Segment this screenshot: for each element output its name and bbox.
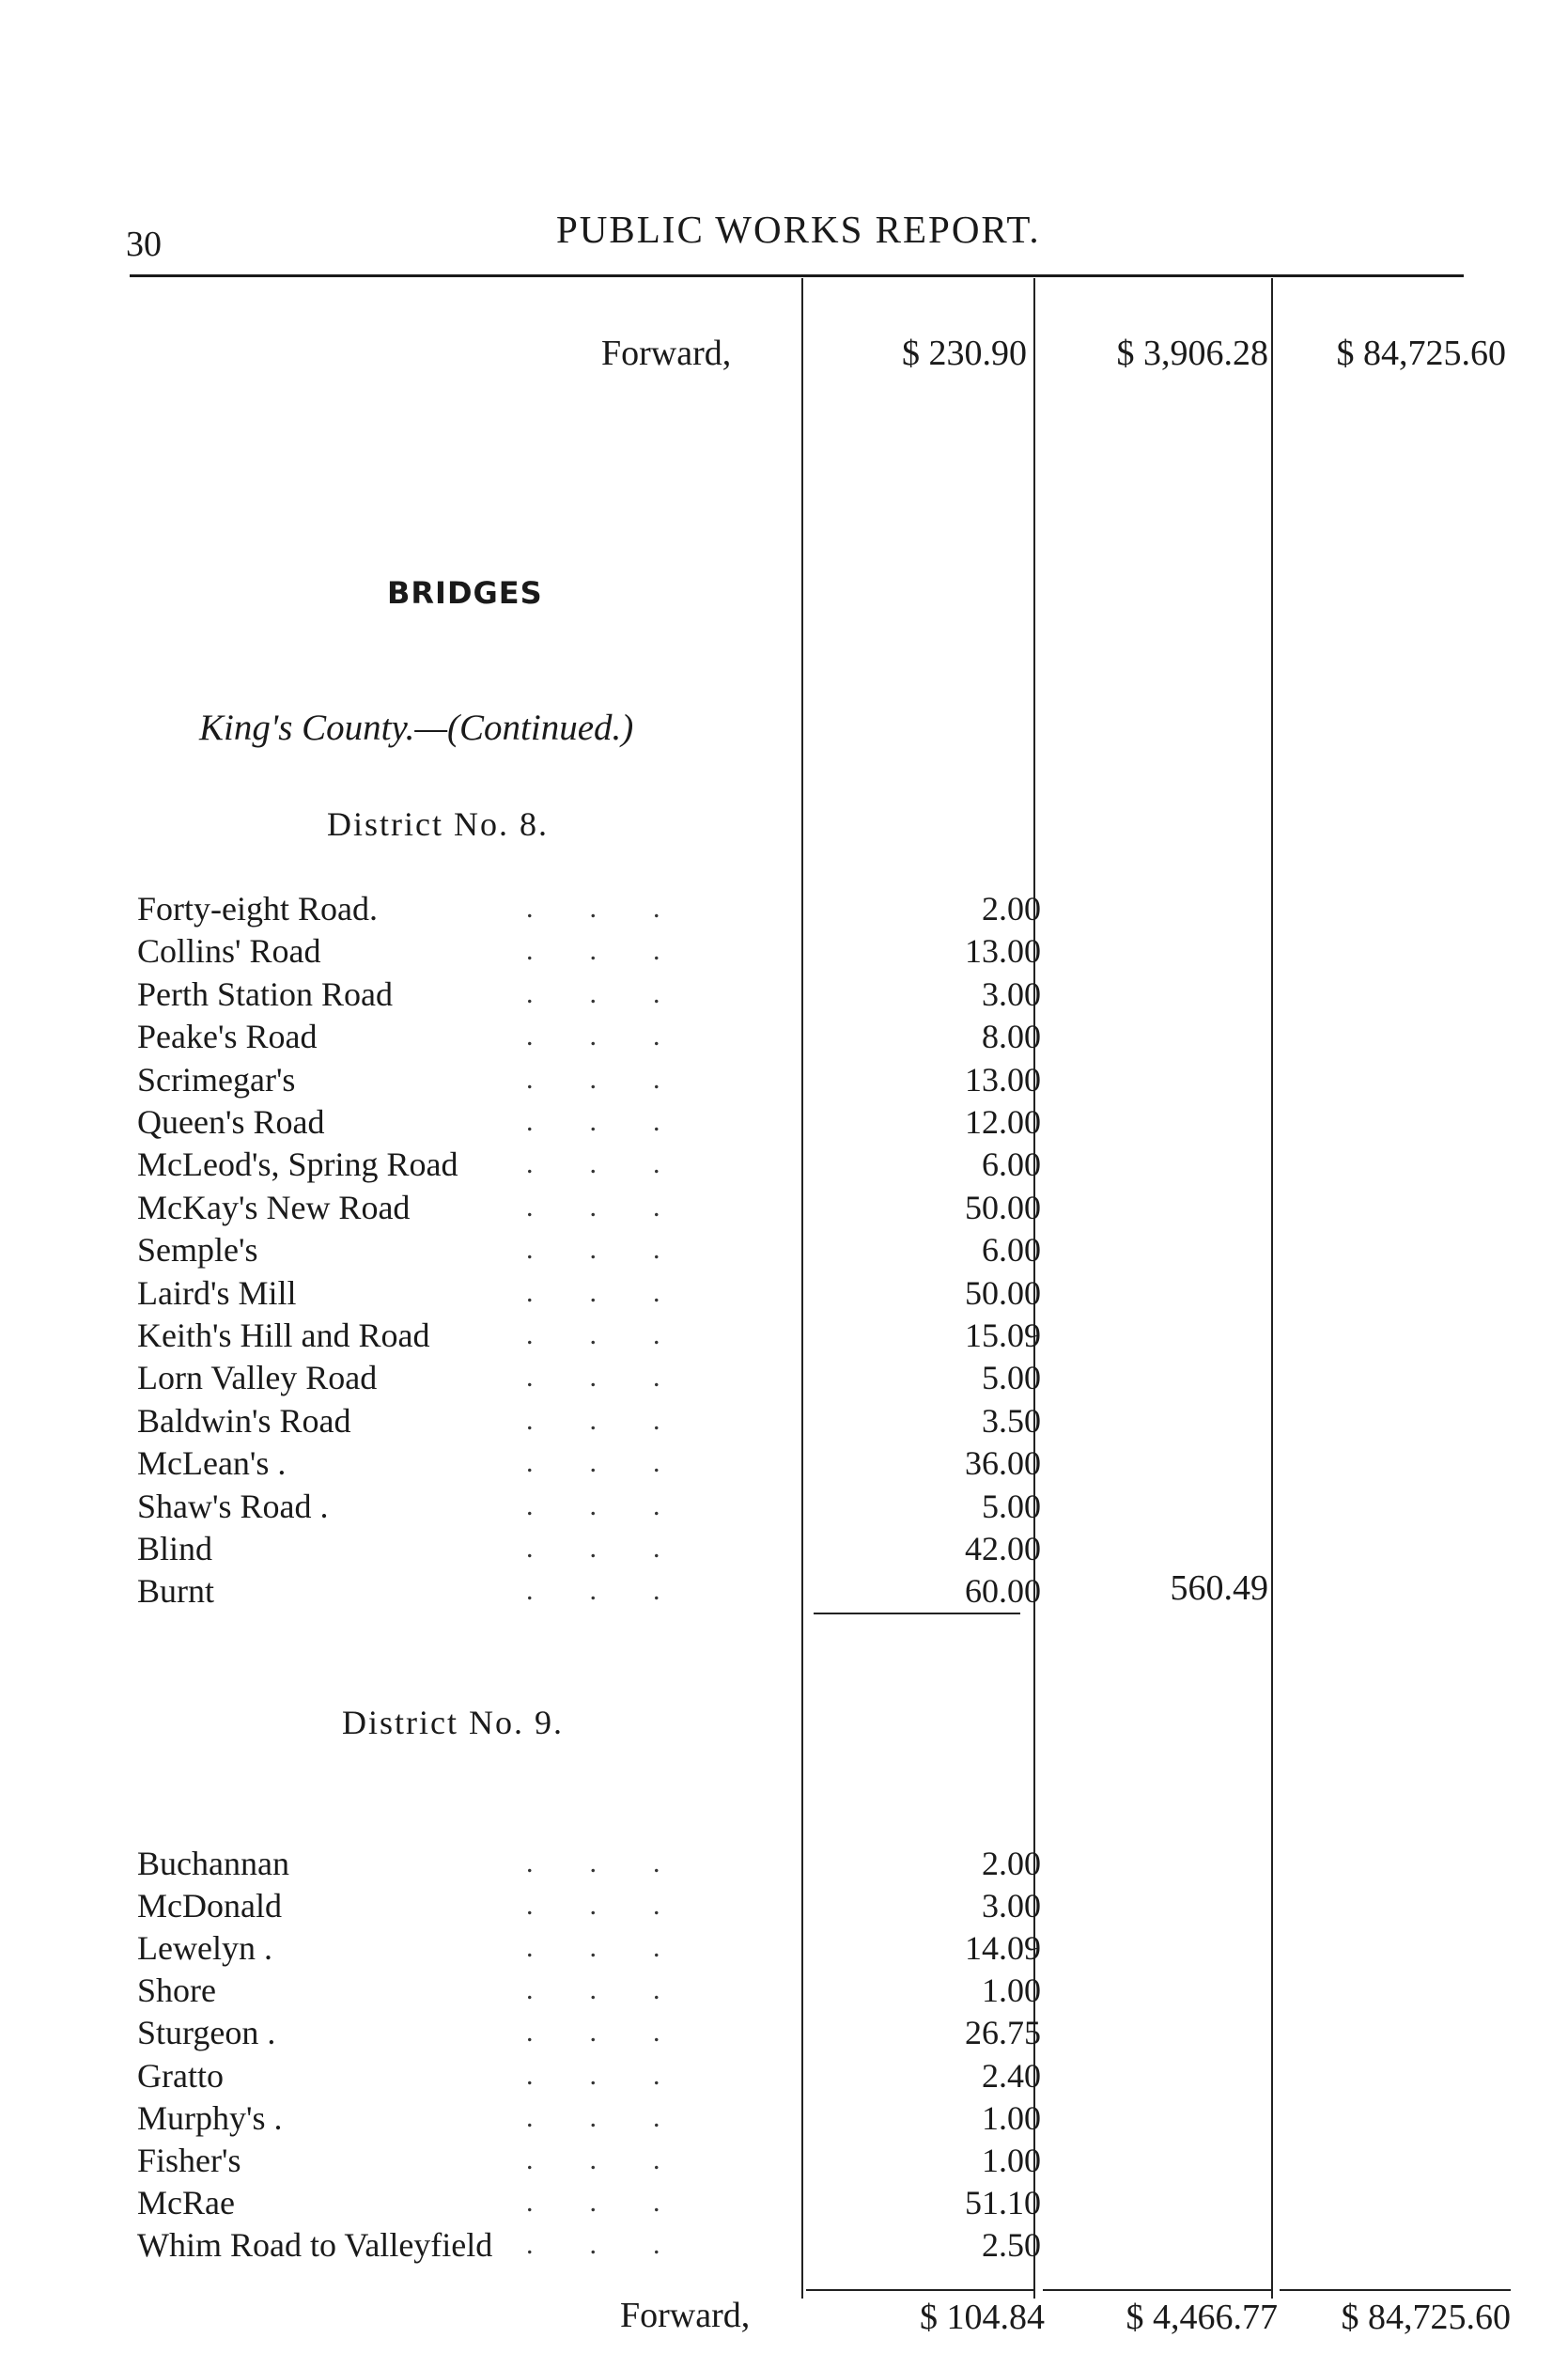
leader-dots: . . . [526, 1191, 660, 1223]
leader-dots: . . . [526, 2228, 660, 2260]
column-rule-1 [801, 278, 803, 2299]
district-8-total: 560.49 [1170, 1568, 1268, 1608]
entry-amount: 6.00 [982, 1146, 1041, 1184]
entry-amount: 13.00 [965, 1060, 1041, 1099]
entry-name: McLean's . [137, 1444, 287, 1483]
entry-amount: 15.09 [965, 1317, 1041, 1354]
entry-name: Burnt [137, 1572, 215, 1611]
district-9-heading: District No. 9. [342, 1704, 564, 1741]
entry-amount: 14.09 [965, 1929, 1041, 1968]
district-8-heading: District No. 8. [327, 805, 549, 843]
entry-amount: 6.00 [982, 1231, 1041, 1270]
entry-name: Sturgeon . [137, 2014, 276, 2052]
forward-bottom-col2: $ 4,466.77 [1126, 2298, 1278, 2337]
entry-amount: 5.00 [982, 1487, 1041, 1525]
entry-name: McRae [137, 2183, 235, 2221]
entry-name: Blind [137, 1530, 213, 1567]
section-title: BRIDGES [387, 575, 543, 611]
entry-name: Scrimegar's [137, 1060, 296, 1099]
leader-dots: . . . [526, 1234, 660, 1266]
leader-dots: . . . [526, 1575, 660, 1607]
bottom-sum-rule-3 [1280, 2289, 1511, 2291]
leader-dots: . . . [526, 1319, 660, 1350]
entry-amount: 2.40 [982, 2056, 1041, 2095]
page-number: 30 [126, 225, 162, 264]
leader-dots: . . . [526, 1148, 660, 1180]
leader-dots: . . . [526, 935, 660, 967]
entry-name: Perth Station Road [137, 974, 393, 1013]
entry-name: McLeod's, Spring Road [137, 1146, 458, 1184]
entry-amount: 3.00 [982, 1887, 1041, 1925]
entry-name: Keith's Hill and Road [137, 1317, 430, 1354]
leader-dots: . . . [526, 1276, 660, 1308]
entry-amount: 50.00 [965, 1188, 1041, 1226]
entry-name: Collins' Road [137, 932, 321, 971]
entry-name: Buchannan [137, 1845, 289, 1882]
entry-amount: 51.10 [965, 2183, 1041, 2221]
column-rule-3 [1271, 278, 1273, 2299]
entry-name: Lewelyn . [137, 1929, 272, 1968]
forward-top-col2: $ 3,906.28 [1116, 334, 1268, 373]
leader-dots: . . . [526, 2143, 660, 2175]
entry-amount: 1.00 [982, 2141, 1041, 2179]
entry-name: Peake's Road [137, 1018, 318, 1056]
entry-name: Semple's [137, 1231, 258, 1270]
leader-dots: . . . [526, 2017, 660, 2049]
leader-dots: . . . [526, 1890, 660, 1922]
entry-amount: 60.00 [965, 1572, 1041, 1611]
entry-name: Fisher's [137, 2141, 241, 2179]
running-title: PUBLIC WORKS REPORT. [556, 208, 1041, 251]
entry-name: Lorn Valley Road [137, 1359, 378, 1397]
entry-amount: 3.50 [982, 1401, 1041, 1440]
entry-amount: 50.00 [965, 1273, 1041, 1312]
entry-name: Laird's Mill [137, 1273, 297, 1312]
header-rule [130, 274, 1464, 277]
entry-name: Queen's Road [137, 1103, 325, 1141]
leader-dots: . . . [526, 1932, 660, 1964]
leader-dots: . . . [526, 1533, 660, 1564]
entry-amount: 8.00 [982, 1018, 1041, 1056]
leader-dots: . . . [526, 1106, 660, 1137]
district-8-sum-rule [814, 1613, 1020, 1614]
forward-top-col1: $ 230.90 [902, 334, 1027, 373]
entry-name: McDonald [137, 1887, 282, 1925]
bottom-sum-rule-2 [1043, 2289, 1272, 2291]
entry-name: Murphy's . [137, 2098, 283, 2137]
leader-dots: . . . [526, 1362, 660, 1394]
entry-amount: 5.00 [982, 1359, 1041, 1397]
forward-bottom-col1: $ 104.84 [920, 2298, 1045, 2337]
leader-dots: . . . [526, 2101, 660, 2133]
leader-dots: . . . [526, 1974, 660, 2006]
entry-amount: 1.00 [982, 1972, 1041, 2010]
entry-name: Forty-eight Road. [137, 890, 378, 927]
entry-amount: 3.00 [982, 974, 1041, 1013]
leader-dots: . . . [526, 2059, 660, 2091]
entry-name: Whim Road to Valleyfield [137, 2225, 493, 2264]
leader-dots: . . . [526, 1063, 660, 1095]
forward-label-bottom: Forward, [620, 2296, 751, 2335]
entry-amount: 26.75 [965, 2014, 1041, 2052]
bottom-sum-rule-1 [806, 2289, 1033, 2291]
forward-top-col3: $ 84,725.60 [1336, 334, 1506, 373]
entry-amount: 2.50 [982, 2225, 1041, 2264]
entry-amount: 36.00 [965, 1444, 1041, 1483]
entry-amount: 12.00 [965, 1103, 1041, 1141]
entry-amount: 2.00 [982, 890, 1041, 927]
leader-dots: . . . [526, 1404, 660, 1436]
leader-dots: . . . [526, 1489, 660, 1521]
entry-amount: 13.00 [965, 932, 1041, 971]
leader-dots: . . . [526, 977, 660, 1009]
leader-dots: . . . [526, 1021, 660, 1052]
entry-amount: 2.00 [982, 1845, 1041, 1882]
leader-dots: . . . [526, 1847, 660, 1878]
entry-name: McKay's New Road [137, 1188, 411, 1226]
leader-dots: . . . [526, 893, 660, 924]
entry-amount: 42.00 [965, 1530, 1041, 1567]
forward-bottom-col3: $ 84,725.60 [1341, 2298, 1511, 2337]
leader-dots: . . . [526, 2186, 660, 2218]
entry-amount: 1.00 [982, 2098, 1041, 2137]
leader-dots: . . . [526, 1447, 660, 1479]
forward-label-top: Forward, [601, 334, 732, 373]
entry-name: Shore [137, 1972, 216, 2010]
county-heading: King's County.—(Continued.) [199, 708, 634, 748]
entry-name: Shaw's Road . [137, 1487, 329, 1525]
entry-name: Gratto [137, 2056, 224, 2095]
entry-name: Baldwin's Road [137, 1401, 351, 1440]
